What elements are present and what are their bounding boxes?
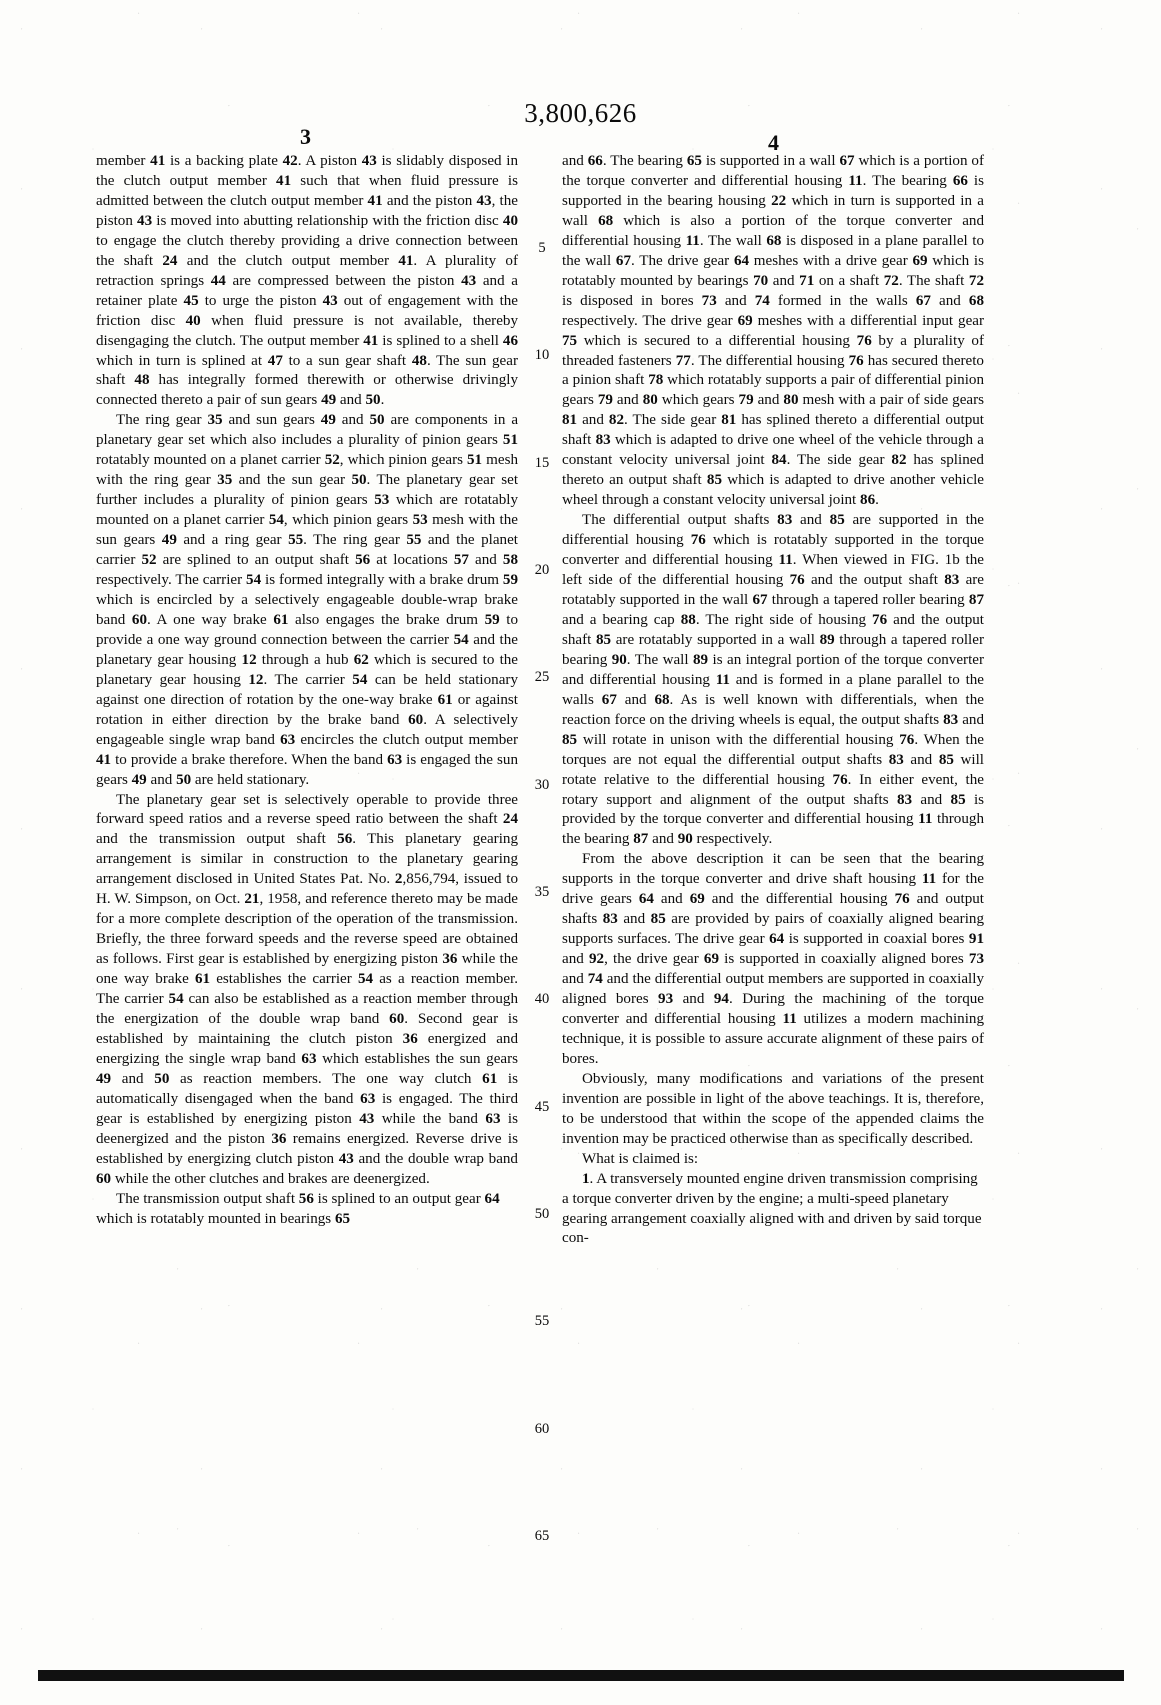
reference-numeral: 52 [141, 552, 157, 569]
reference-numeral: 83 [888, 751, 904, 768]
reference-numeral: 66 [952, 172, 968, 189]
reference-numeral: 74 [754, 292, 770, 309]
reference-numeral: 36 [271, 1130, 287, 1147]
line-number: 10 [534, 347, 550, 364]
reference-numeral: 85 [938, 751, 954, 768]
line-number: 20 [534, 561, 550, 578]
reference-numeral: 45 [183, 292, 199, 309]
reference-numeral: 60 [96, 1170, 112, 1187]
reference-numeral: 11 [921, 871, 937, 888]
reference-numeral: 68 [968, 292, 985, 309]
reference-numeral: 43 [461, 272, 477, 289]
reference-numeral: 60 [389, 1010, 405, 1027]
reference-numeral: 59 [502, 572, 518, 589]
column-header-left: 3 [300, 124, 311, 149]
reference-numeral: 80 [642, 392, 658, 409]
reference-numeral: 85 [950, 791, 966, 808]
reference-numeral: 85 [562, 731, 578, 748]
reference-numeral: 43 [322, 292, 338, 309]
reference-numeral: 54 [357, 971, 374, 988]
reference-numeral: 65 [334, 1210, 351, 1227]
reference-numeral: 85 [595, 631, 612, 648]
reference-numeral: 57 [453, 552, 469, 569]
scan-edge-bar [38, 1670, 1124, 1681]
reference-numeral: 81 [562, 412, 578, 429]
reference-numeral: 42 [282, 153, 298, 169]
reference-numeral: 85 [829, 512, 845, 529]
reference-numeral: 67 [839, 153, 855, 169]
paragraph: and 66. The bearing 65 is supported in a wall 67 which is a portion of the torque converter and differential housing 11. The bearing 66 is supported in the bearing housing 22 which in turn is supported in a wall 68 which is also a portion of the torque converter and differential housing 11. The wall 68 is disposed in a plane parallel to the wall 67. The drive gear 64 meshes with a drive gear 69 which is rotatably mounted by bearings 70 and 71 on a shaft 72. The shaft 72 is disposed in bores 73 and 74 formed in the walls 67 and 68 respectively. The drive gear 69 meshes with a differential input gear 75 which is secured to a differential housing 76 by a plurality of threaded fasteners 77. The differential housing 76 has secured thereto a pinion shaft 78 which rotatably supports a pair of differential pinion gears 79 and 80 which gears 79 and 80 mesh with a pair of side gears 81 and 82. The side gear 81 has splined thereto a differential output shaft 83 which is adapted to drive one wheel of the vehicle through a constant velocity universal joint 84. The side gear 82 has splined thereto an output shaft 85 which is adapted to drive another vehicle wheel through a constant velocity universal joint 86. [562, 153, 985, 509]
paragraph: The transmission output shaft 56 is splined to an output gear 64 which is rotatably mounted in bearings 65 [96, 1190, 500, 1227]
reference-numeral: 43 [137, 212, 153, 229]
reference-numeral: 76 [789, 572, 805, 589]
reference-numeral: 68 [654, 691, 670, 708]
line-number: 15 [534, 454, 550, 471]
reference-numeral: 41 [363, 332, 379, 349]
reference-numeral: 83 [777, 512, 793, 529]
reference-numeral: 67 [752, 591, 768, 608]
reference-numeral: 87 [633, 831, 649, 848]
reference-numeral: 82 [608, 412, 624, 429]
reference-numeral: 76 [894, 891, 910, 908]
reference-numeral: 12 [241, 651, 257, 668]
reference-numeral: 55 [406, 532, 422, 549]
reference-numeral: 94 [713, 991, 729, 1008]
reference-numeral: 90 [677, 831, 693, 848]
reference-numeral: 56 [337, 831, 353, 848]
reference-numeral: 63 [360, 1090, 376, 1107]
paragraph: 1. A transversely mounted engine driven transmission comprising a torque converter driven by the engine; a multi-speed planetary gearing arrangement coaxially aligned with and driven by said torque con- [562, 1170, 982, 1247]
reference-numeral: 64 [484, 1190, 500, 1207]
reference-numeral: 70 [753, 272, 769, 289]
reference-numeral: 80 [783, 392, 799, 409]
reference-numeral: 40 [502, 212, 518, 229]
reference-numeral: 68 [766, 232, 782, 249]
reference-numeral: 43 [476, 192, 492, 209]
reference-numeral: 11 [715, 671, 730, 688]
reference-numeral: 63 [301, 1050, 317, 1067]
reference-numeral: 41 [398, 252, 414, 269]
column-header-right: 4 [768, 130, 779, 155]
reference-numeral: 76 [899, 731, 915, 748]
reference-numeral: 76 [872, 611, 888, 628]
line-number: 40 [534, 991, 550, 1008]
paragraph: Obviously, many modifications and variations of the present invention are possible in light of the above teachings. It is, therefore, to be understood that within the scope of the appended claims the invention may be practiced otherwise than as specifically described. [562, 1070, 984, 1147]
reference-numeral: 88 [680, 611, 696, 628]
reference-numeral: 12 [248, 671, 264, 688]
reference-numeral: 54 [352, 671, 368, 688]
column-left [96, 152, 518, 1229]
reference-numeral: 64 [769, 931, 785, 948]
paragraph: The planetary gear set is selectively operable to provide three forward speed ratios and a reverse speed ratio between the shaft 24 and the transmission output shaft 56. This planetary gearing arrangement is similar in construction to the planetary gearing arrangement disclosed in United States Pat. No. 2,856,794, issued to H. W. Simpson, on Oct. 21, 1958, and reference thereto may be made for a more complete description of the operation of the transmission. Briefly, the three forward speeds and the reverse speed are obtained as follows. First gear is established by energizing piston 36 while the one way brake 61 establishes the carrier 54 as a reaction member. The carrier 54 can also be established as a reaction member through the energization of the double wrap band 60. Second gear is established by maintaining the clutch piston 36 energized and energizing the single wrap band 63 which establishes the sun gears 49 and 50 as reaction members. The one way clutch 61 is automatically disengaged when the band 63 is engaged. The third gear is established by energizing piston 43 while the band 63 is deenergized and the piston 36 remains energized. Reverse drive is established by energizing clutch piston 43 and the double wrap band 60 while the other clutches and brakes are deenergized. [96, 791, 519, 1187]
reference-numeral: 54 [168, 991, 184, 1008]
paragraph: From the above description it can be seen that the bearing supports in the torque converter and drive shaft housing 11 for the drive gears 64 and 69 and the differential housing 76 and output shafts 83 and 85 are provided by pairs of coaxially aligned bearing supports surfaces. The drive gear 64 is supported in coaxial bores 91 and 92, the drive gear 69 is supported in coaxially aligned bores 73 and 74 and the differential output members are supported in coaxially aligned bores 93 and 94. During the machining of the torque converter and differential housing 11 utilizes a modern machining technique, it is possible to assure accurate alignment of these pairs of bores. [562, 851, 985, 1067]
line-number: 55 [534, 1313, 550, 1330]
reference-numeral: 53 [412, 512, 428, 529]
reference-numeral: 53 [374, 492, 390, 509]
reference-numeral: 60 [131, 611, 148, 628]
line-number: 30 [534, 776, 550, 793]
reference-numeral: 83 [602, 911, 618, 928]
reference-numeral: 61 [273, 611, 289, 628]
reference-numeral: 67 [615, 252, 632, 269]
reference-numeral: 24 [162, 252, 178, 269]
reference-numeral: 11 [778, 552, 793, 569]
reference-numeral: 62 [353, 651, 369, 668]
reference-numeral: 59 [484, 611, 500, 628]
reference-numeral: 83 [943, 711, 959, 728]
reference-numeral: 24 [502, 811, 518, 828]
reference-numeral: 50 [351, 472, 367, 489]
reference-numeral: 41 [276, 172, 292, 189]
reference-numeral: 50 [176, 771, 192, 788]
line-number: 65 [534, 1527, 550, 1544]
reference-numeral: 51 [467, 452, 483, 469]
reference-numeral: 77 [675, 352, 691, 369]
reference-numeral: 2 [394, 871, 403, 888]
reference-numeral: 84 [771, 452, 787, 469]
reference-numeral: 79 [597, 392, 613, 409]
reference-numeral: 54 [268, 512, 284, 529]
reference-numeral: 54 [246, 572, 262, 589]
line-number: 25 [534, 669, 550, 686]
reference-numeral: 93 [658, 991, 674, 1008]
reference-numeral: 75 [562, 332, 578, 349]
line-number: 60 [534, 1420, 550, 1437]
reference-numeral: 41 [367, 192, 383, 209]
reference-numeral: 76 [856, 332, 872, 349]
reference-numeral: 81 [721, 412, 737, 429]
reference-numeral: 11 [848, 172, 863, 189]
reference-numeral: 67 [601, 691, 617, 708]
line-number: 45 [534, 1098, 550, 1115]
reference-numeral: 41 [96, 751, 112, 768]
paragraph: The differential output shafts 83 and 85 are supported in the differential housing 76 which is rotatably supported in the torque converter and differential housing 11. When viewed in FIG. 1b the left side of the differential housing 76 and the output shaft 83 are rotatably supported in the wall 67 through a tapered roller bearing 87 and a bearing cap 88. The right side of housing 76 and the output shaft 85 are rotatably supported in a wall 89 through a tapered roller bearing 90. The wall 89 is an integral portion of the torque converter and differential housing 11 and is formed in a plane parallel to the walls 67 and 68. As is well known with differentials, when the reaction force on the driving wheels is equal, the output shafts 83 and 85 will rotate in unison with the differential housing 76. When the torques are not equal the differential output shafts 83 and 85 will rotate relative to the differential housing 76. In either event, the rotary support and alignment of the output shafts 83 and 85 is provided by the torque converter and differential housing 11 through the bearing 87 and 90 respectively. [562, 512, 985, 848]
reference-numeral: 67 [915, 292, 931, 309]
reference-numeral: 40 [185, 312, 201, 329]
reference-numeral: 69 [737, 312, 753, 329]
reference-numeral: 68 [598, 212, 614, 229]
line-number: 35 [534, 883, 550, 900]
body-columns [96, 152, 1066, 1552]
reference-numeral: 50 [365, 392, 381, 409]
reference-numeral: 21 [244, 891, 260, 908]
reference-numeral: 50 [369, 412, 385, 429]
reference-numeral: 79 [738, 392, 754, 409]
reference-numeral: 49 [161, 532, 177, 549]
reference-numeral: 11 [685, 232, 700, 249]
reference-numeral: 60 [408, 711, 424, 728]
reference-numeral: 48 [134, 372, 150, 389]
reference-numeral: 64 [638, 891, 654, 908]
reference-numeral: 55 [288, 532, 304, 549]
reference-numeral: 49 [321, 392, 337, 409]
reference-numeral: 83 [595, 432, 611, 449]
reference-numeral: 58 [502, 552, 518, 569]
reference-numeral: 90 [611, 651, 627, 668]
reference-numeral: 46 [502, 332, 518, 349]
reference-numeral: 48 [411, 352, 427, 369]
line-number: 5 [538, 240, 546, 256]
reference-numeral: 44 [210, 272, 226, 289]
reference-numeral: 83 [896, 791, 913, 808]
reference-numeral: 69 [689, 891, 705, 908]
column-right [562, 152, 984, 1249]
reference-numeral: 54 [453, 631, 469, 648]
reference-numeral: 50 [154, 1070, 170, 1087]
reference-numeral: 43 [359, 1110, 375, 1127]
reference-numeral: 69 [912, 252, 928, 269]
line-number: 50 [534, 1205, 550, 1222]
reference-numeral: 49 [320, 412, 336, 429]
reference-numeral: 41 [150, 153, 166, 169]
reference-numeral: 63 [387, 751, 403, 768]
reference-numeral: 51 [502, 432, 518, 449]
reference-numeral: 76 [848, 352, 864, 369]
reference-numeral: 47 [267, 352, 283, 369]
reference-numeral: 35 [207, 412, 223, 429]
reference-numeral: 49 [131, 771, 147, 788]
reference-numeral: 64 [733, 252, 750, 269]
reference-numeral: 87 [968, 591, 984, 608]
paragraph: The ring gear 35 and sun gears 49 and 50 are components in a planetary gear set which also includes a plurality of pinion gears 51 rotatably mounted on a planet carrier 52, which pinion gears 51 mesh with the ring gear 35 and the sun gear 50. The planetary gear set further includes a plurality of pinion gears 53 which are rotatably mounted on a planet carrier 54, which pinion gears 53 mesh with the sun gears 49 and a ring gear 55. The ring gear 55 and the planet carrier 52 are splined to an output shaft 56 at locations 57 and 58 respectively. The carrier 54 is formed integrally with a brake drum 59 which is encircled by a selectively engageable double-wrap brake band 60. A one way brake 61 also engages the brake drum 59 to provide a one way ground connection between the carrier 54 and the planetary gear housing 12 through a hub 62 which is secured to the planetary gear housing 12. The carrier 54 can be held stationary against one direction of rotation by the one-way brake 61 or against rotation in either direction by the brake band 60. A selectively engageable single wrap band 63 encircles the clutch output member 41 to provide a brake therefore. When the band 63 is engaged the sun gears 49 and 50 are held stationary. [96, 412, 519, 788]
reference-numeral: 73 [701, 292, 717, 309]
reference-numeral: 56 [355, 552, 371, 569]
reference-numeral: 1 [582, 1170, 590, 1187]
reference-numeral: 72 [968, 272, 984, 289]
reference-numeral: 63 [485, 1110, 501, 1127]
reference-numeral: 89 [819, 631, 835, 648]
reference-numeral: 66 [587, 153, 603, 169]
reference-numeral: 36 [442, 951, 458, 968]
reference-numeral: 69 [703, 951, 719, 968]
reference-numeral: 82 [891, 452, 907, 469]
reference-numeral: 49 [96, 1070, 112, 1087]
reference-numeral: 85 [706, 472, 723, 489]
reference-numeral: 91 [968, 931, 985, 948]
reference-numeral: 35 [217, 472, 233, 489]
reference-numeral: 61 [194, 971, 211, 988]
reference-numeral: 43 [361, 153, 377, 169]
reference-numeral: 76 [690, 532, 706, 549]
reference-numeral: 78 [648, 372, 664, 389]
reference-numeral: 63 [280, 731, 296, 748]
reference-numeral: 85 [650, 911, 666, 928]
reference-numeral: 73 [968, 951, 984, 968]
reference-numeral: 86 [860, 492, 876, 509]
reference-numeral: 76 [832, 771, 848, 788]
reference-numeral: 22 [771, 192, 787, 209]
reference-numeral: 56 [298, 1190, 314, 1207]
reference-numeral: 36 [402, 1030, 418, 1047]
reference-numeral: 61 [482, 1070, 498, 1087]
reference-numeral: 74 [587, 971, 603, 988]
reference-numeral: 11 [782, 1010, 797, 1027]
reference-numeral: 92 [588, 951, 605, 968]
reference-numeral: 83 [944, 572, 960, 589]
reference-numeral: 89 [693, 651, 709, 668]
patent-number: 3,800,626 [524, 98, 637, 128]
reference-numeral: 43 [338, 1150, 354, 1167]
reference-numeral: 61 [437, 691, 453, 708]
reference-numeral: 71 [799, 272, 815, 289]
paragraph: What is claimed is: [582, 1150, 699, 1167]
reference-numeral: 65 [686, 153, 702, 169]
reference-numeral: 72 [883, 272, 899, 289]
reference-numeral: 52 [324, 452, 340, 469]
paragraph: member 41 is a backing plate 42. A piston 43 is slidably disposed in the clutch output member 41 such that when fluid pressure is admitted between the clutch output member 41 and the piston 43, the piston 43 is moved into abutting relationship with the friction disc 40 to engage the clutch thereby providing a drive connection between the shaft 24 and the clutch output member 41. A plurality of retraction springs 44 are compressed between the piston 43 and a retainer plate 45 to urge the piston 43 out of engagement with the friction disc 40 when fluid pressure is not available, thereby disengaging the clutch. The output member 41 is splined to a shell 46 which in turn is splined at 47 to a sun gear shaft 48. The sun gear shaft 48 has integrally formed therewith or otherwise drivingly connected thereto a pair of sun gears 49 and 50. [96, 153, 519, 409]
reference-numeral: 11 [918, 811, 933, 828]
